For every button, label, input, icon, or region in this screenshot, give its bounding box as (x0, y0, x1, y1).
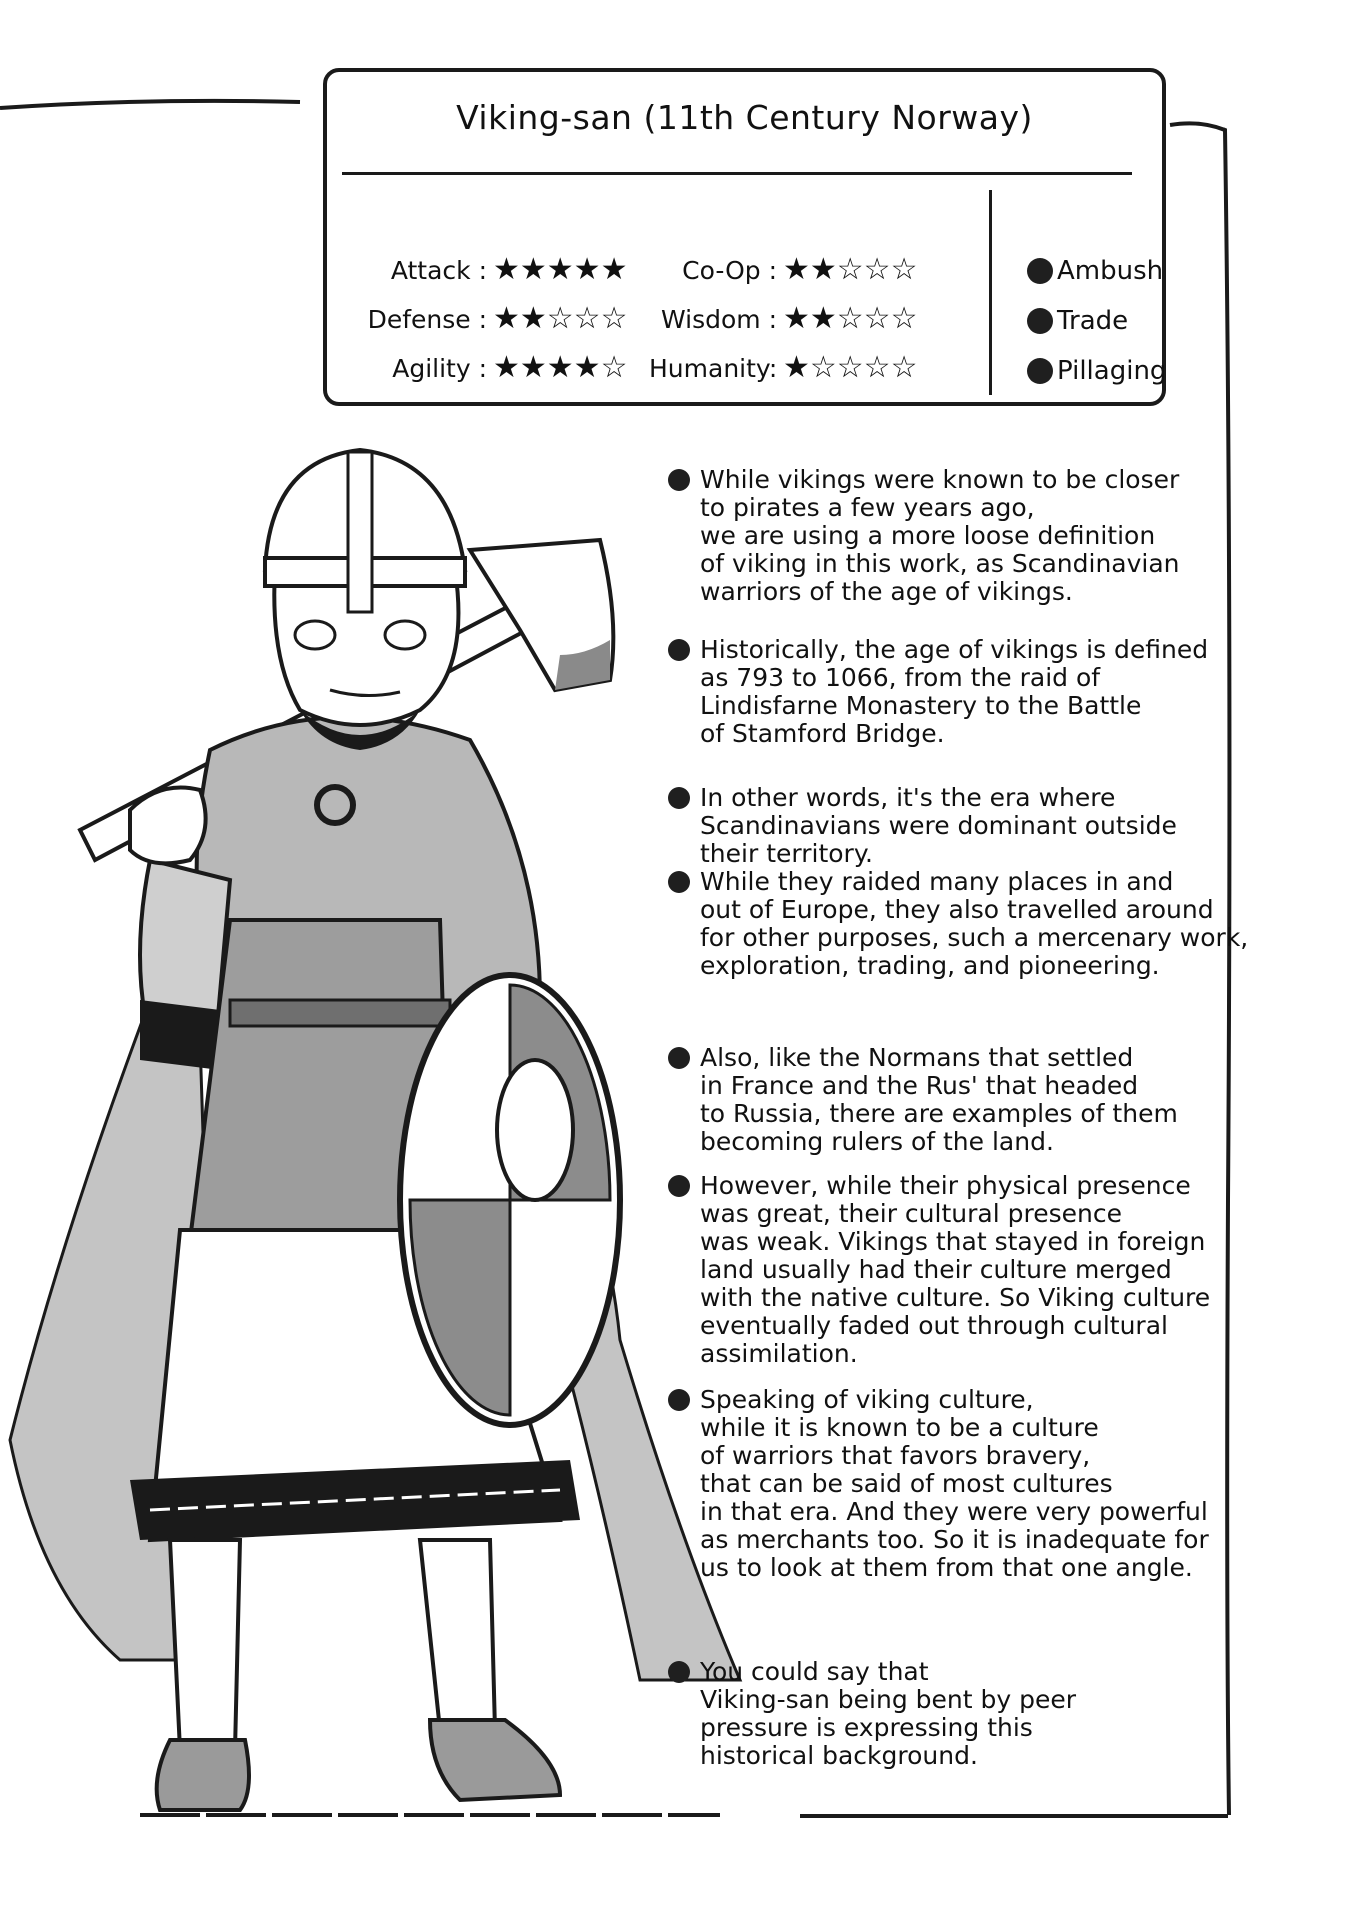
skills-divider (989, 190, 992, 395)
star-icons: ★★★★☆ (493, 350, 628, 385)
note-8 (668, 1658, 1076, 1770)
note-3 (668, 784, 1177, 868)
stat-label: Wisdom : (660, 304, 777, 334)
stat-row-attack (347, 250, 628, 290)
bullet-icon (668, 639, 690, 661)
stat-label: Agility : (392, 353, 487, 383)
note-7 (668, 1386, 1209, 1582)
note-text: Also, like the Normans that settled in France and the Rus' that headed to Russia, there are examples of them becoming rulers of the land. (700, 1043, 1178, 1156)
bullet-icon (668, 1047, 690, 1069)
belt (230, 1000, 450, 1026)
stat-row-co-op (649, 250, 918, 290)
star-rating (783, 252, 918, 287)
card-title: Viking-san (11th Century Norway) (456, 98, 1033, 137)
skill-ambush (1027, 256, 1163, 286)
bullet-icon (1027, 308, 1053, 334)
bullet-icon (668, 787, 690, 809)
note-text: Historically, the age of vikings is defined as 793 to 1066, from the raid of Lindisfarne Monastery to the Battle of Stamford Bridge. (700, 635, 1209, 748)
bullet-icon (668, 1175, 690, 1197)
stat-label: Defense : (367, 304, 487, 334)
note-2 (668, 636, 1208, 748)
star-rating (493, 301, 628, 336)
skill-label: Trade (1057, 306, 1129, 336)
stat-row-wisdom (649, 299, 918, 339)
bullet-icon (1027, 358, 1053, 384)
skill-pillaging (1027, 356, 1166, 386)
right-boot (430, 1720, 560, 1800)
stat-row-agility (347, 348, 628, 388)
note-text: In other words, it's the era where Scandinavians were dominant outside their territory. (700, 783, 1177, 868)
bullet-icon (668, 469, 690, 491)
note-text: While they raided many places in and out of Europe, they also travelled around for other purposes, such a mercenary work, exploration, trading, and pioneering. (700, 867, 1249, 980)
stat-label: Co-Op : (682, 255, 777, 285)
star-icons: ★★☆☆☆ (783, 252, 918, 287)
note-text: However, while their physical presence was great, their cultural presence was weak. Vikings that stayed in foreign land usually had their culture merged with the native culture. So Viking culture eventually faded out through cultural assimilation. (700, 1171, 1211, 1368)
viking-illustration (0, 440, 760, 1820)
star-rating (493, 252, 628, 287)
star-icons: ★★☆☆☆ (493, 301, 628, 336)
skill-trade (1027, 306, 1128, 336)
stat-label: Attack : (390, 255, 487, 285)
note-1 (668, 466, 1180, 606)
stat-label: Humanity: (649, 353, 778, 383)
bullet-icon (668, 871, 690, 893)
title-divider (342, 172, 1132, 175)
stat-row-humanity (649, 348, 918, 388)
star-icons: ★★★★★ (493, 252, 628, 287)
bullet-icon (668, 1389, 690, 1411)
left-boot (157, 1740, 249, 1810)
note-text: Speaking of viking culture, while it is known to be a culture of warriors that favors bravery, that can be said of most cultures in that era. And they were very powerful as merchants too. So it is inadequate for us to look at them from that one angle. (700, 1385, 1209, 1582)
star-icons: ★★☆☆☆ (783, 301, 918, 336)
note-text: You could say that Viking-san being bent by peer pressure is expressing this historical background. (700, 1657, 1077, 1770)
note-5 (668, 1044, 1178, 1156)
note-text: While vikings were known to be closer to pirates a few years ago, we are using a more loose definition of viking in this work, as Scandinavian warriors of the age of vikings. (700, 465, 1180, 606)
character-stats-card (323, 68, 1166, 406)
bullet-icon (668, 1661, 690, 1683)
skill-label: Ambush (1057, 256, 1164, 286)
skill-label: Pillaging (1057, 356, 1167, 386)
note-4 (668, 868, 1248, 980)
stat-row-defense (347, 299, 628, 339)
bullet-icon (1027, 258, 1053, 284)
star-rating (493, 350, 628, 385)
star-rating (783, 350, 918, 385)
star-rating (783, 301, 918, 336)
star-icons: ★☆☆☆☆ (783, 350, 918, 385)
note-6 (668, 1172, 1210, 1368)
